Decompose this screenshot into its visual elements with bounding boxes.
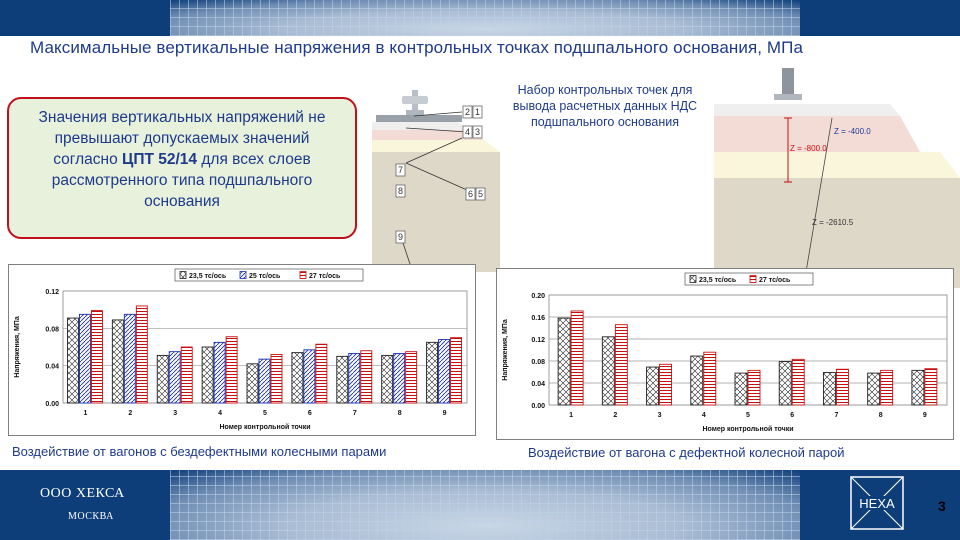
chart-1-bar: [349, 354, 360, 403]
callout-line-4: рассмотренного типа подшпального: [51, 172, 313, 189]
chart-2-bar: [925, 369, 937, 405]
chart-2-xtick-label: 9: [922, 412, 927, 419]
company-name: ООО ХЕКСА: [40, 486, 125, 501]
chart-2-bar: [660, 364, 672, 405]
chart-1-xtick-label: 7: [352, 410, 357, 417]
chart-2-bar: [792, 359, 804, 405]
chart-1-bar: [214, 342, 225, 403]
chart-2-bar: [691, 356, 703, 405]
chart-1-bar: [136, 306, 147, 403]
chart-1-bar: [271, 354, 282, 403]
chart-1-bar: [316, 344, 327, 403]
chart-1-legend-swatch: [300, 272, 306, 279]
chart-2-bar: [823, 373, 835, 405]
point-label-4: 4: [464, 127, 471, 137]
chart-1-bar: [157, 355, 168, 403]
chart-2-legend-swatch: [690, 276, 696, 283]
chart-2-xtick-label: 7: [834, 412, 839, 419]
chart-2-xlabel: Номер контрольной точки: [702, 426, 794, 433]
chart-2-ytick-label: 0.04: [531, 381, 545, 388]
chart-frame-1: [8, 264, 476, 436]
logo-text: HEXA: [859, 496, 895, 511]
chart-2-caption: Воздействие от вагона с дефектной колесной парой: [528, 445, 845, 460]
chart-2-bar: [748, 370, 760, 405]
callout-line-3-post: для всех слоев: [197, 151, 311, 168]
chart-1-xlabel: Номер контрольной точки: [219, 424, 311, 431]
z-label-400: Z = -400.0: [834, 127, 871, 136]
standard-code: ЦПТ 52/14: [122, 151, 198, 168]
chart-2-ytick-label: 0.16: [531, 315, 545, 322]
chart-2-legend-swatch: [750, 276, 756, 283]
footer-band: [0, 470, 960, 540]
point-label-6: 6: [467, 189, 474, 199]
callout-line-1: Значения вертикальных напряжений не: [38, 109, 326, 126]
point-label-3: 3: [474, 127, 481, 137]
point-label-8: 8: [397, 186, 404, 196]
chart-2-ytick-label: 0.08: [531, 359, 545, 366]
chart-1-xtick-label: 5: [263, 410, 267, 417]
callout-line-5: основания: [144, 193, 220, 210]
chart-2-ylabel: Напряжения, МПа: [502, 319, 509, 381]
chart-1-bar: [394, 354, 405, 403]
chart-1-xtick-label: 1: [83, 410, 88, 417]
point-label-1: 1: [474, 107, 481, 117]
mesh-background-top: [170, 0, 800, 36]
chart-1-xtick-label: 6: [307, 410, 312, 417]
chart-2-xtick-label: 1: [569, 412, 574, 419]
callout-line-3: [13, 149, 351, 170]
chart-2-xtick-label: 5: [746, 412, 750, 419]
z-label-2610: Z = -2610.5: [812, 218, 854, 227]
chart-1-bar: [361, 351, 372, 403]
chart-1-bar: [439, 340, 450, 403]
cross-section-diagram: [372, 82, 500, 272]
mesh-background-bottom: [170, 470, 800, 540]
callout-line-2: превышают допускаемых значений: [54, 130, 310, 147]
point-label-2: 2: [464, 107, 471, 117]
chart-1-legend-entry: 25 тс/ось: [249, 273, 281, 280]
chart-1-bar: [451, 338, 462, 403]
chart-2-bar: [615, 325, 627, 405]
chart-1-bar: [337, 356, 348, 403]
chart-1-caption: Воздействие от вагонов с бездефектными колесными парами: [12, 444, 387, 459]
chart-2-legend-entry: 27 тс/ось: [759, 277, 791, 284]
chart-2-bar: [836, 369, 848, 405]
chart-2-xtick-label: 3: [657, 412, 662, 419]
callout-line-3-pre: согласно: [53, 151, 123, 168]
chart-1-bar: [292, 353, 303, 403]
chart-1-bar: [247, 364, 258, 403]
chart-2: [497, 269, 953, 439]
chart-1-legend-entry: 27 тс/ось: [309, 273, 341, 280]
chart-2-xtick-label: 4: [701, 412, 706, 419]
chart-1-xtick-label: 8: [397, 410, 402, 417]
chart-1-xtick-label: 4: [218, 410, 223, 417]
chart-1-legend-entry: 23,5 тс/ось: [189, 273, 227, 280]
chart-1-bar: [226, 337, 237, 403]
conclusion-callout: [7, 97, 357, 239]
chart-2-ytick-label: 0.00: [531, 403, 545, 410]
chart-1-xtick-label: 3: [173, 410, 178, 417]
chart-1-bar: [79, 314, 90, 403]
page-number: 3: [938, 498, 946, 514]
chart-2-bar: [571, 311, 583, 405]
chart-1-ytick-label: 0.00: [45, 401, 59, 408]
point-label-7: 7: [397, 165, 404, 175]
chart-1-bar: [304, 350, 315, 403]
chart-1-xtick-label: 2: [128, 410, 133, 417]
chart-2-bar: [602, 337, 614, 405]
z-label-800: Z = -800.0: [790, 144, 827, 153]
chart-1-bar: [406, 352, 417, 403]
point-label-9: 9: [397, 232, 404, 242]
chart-2-xtick-label: 6: [790, 412, 795, 419]
chart-2-ytick-label: 0.20: [531, 293, 545, 300]
chart-1-bar: [427, 342, 438, 403]
chart-2-bar: [868, 373, 880, 405]
chart-1-ytick-label: 0.04: [45, 363, 59, 371]
chart-1-ytick-label: 0.08: [45, 326, 59, 334]
chart-2-bar: [735, 373, 747, 405]
chart-frame-2: [496, 268, 954, 440]
chart-1-bar: [259, 359, 270, 403]
chart-2-bar: [779, 362, 791, 405]
chart-1-ytick-label: 0.12: [45, 289, 59, 296]
chart-2-xtick-label: 2: [613, 412, 618, 419]
hexa-logo: [850, 476, 904, 530]
chart-2-bar: [558, 318, 570, 405]
chart-1-bar: [169, 352, 180, 403]
slide-title: Максимальные вертикальные напряжения в контрольных точках подшпального основания, МПа: [30, 38, 804, 57]
header-band: [0, 0, 960, 36]
point-label-5: 5: [477, 189, 484, 199]
chart-2-bar: [881, 370, 893, 405]
chart-2-bar: [912, 370, 924, 405]
chart-1-legend-swatch: [240, 272, 246, 279]
chart-1: [9, 265, 475, 435]
chart-1-ylabel: Напряжения, МПа: [14, 316, 21, 378]
chart-1-bar: [91, 311, 102, 403]
chart-2-legend-entry: 23,5 тс/ось: [699, 277, 737, 284]
company-city: МОСКВА: [68, 511, 114, 522]
chart-2-ytick-label: 0.12: [531, 337, 545, 344]
chart-1-legend-swatch: [180, 272, 186, 279]
depth-profile-diagram: [714, 60, 960, 288]
chart-2-bar: [647, 367, 659, 405]
chart-1-bar: [67, 318, 78, 403]
chart-1-bar: [382, 355, 393, 403]
chart-1-bar: [124, 314, 135, 403]
chart-1-bar: [112, 320, 123, 403]
chart-2-bar: [704, 352, 716, 405]
chart-1-bar: [202, 347, 213, 403]
control-points-label: Набор контрольных точек для вывода расчетных данных НДС подшпального основания: [512, 83, 698, 129]
chart-2-xtick-label: 8: [878, 412, 883, 419]
chart-1-bar: [181, 347, 192, 403]
chart-1-xtick-label: 9: [442, 410, 447, 417]
